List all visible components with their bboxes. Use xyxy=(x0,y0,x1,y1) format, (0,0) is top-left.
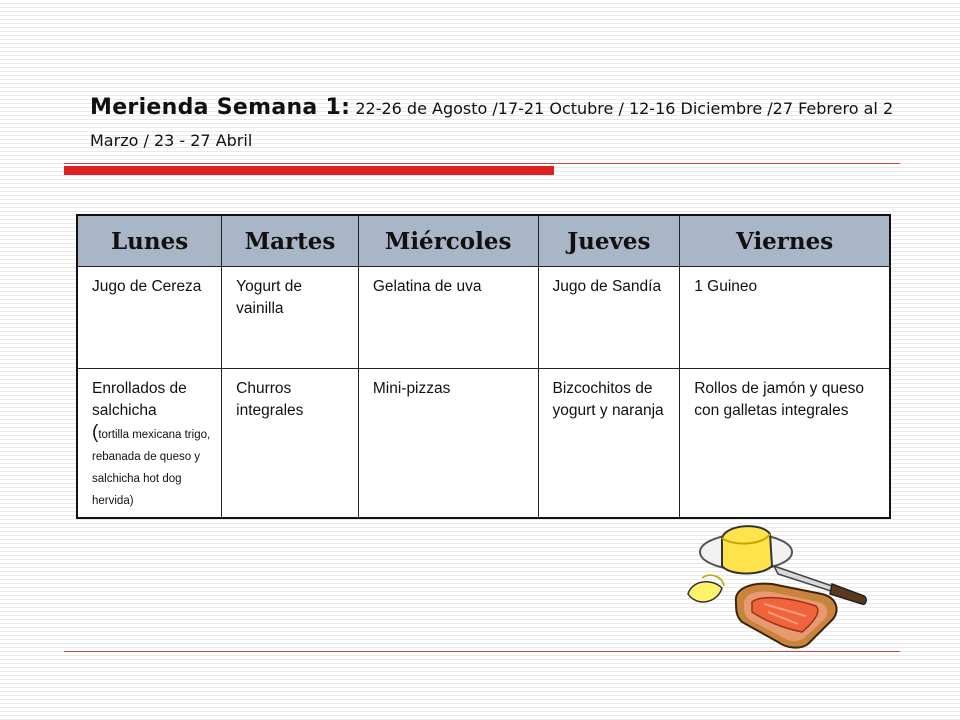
table-row xyxy=(77,267,890,369)
cell-jueves-1: Jugo de Sandía xyxy=(538,267,680,369)
cell-jueves-2: Bizcochitos de yogurt y naranja xyxy=(538,369,680,519)
header-viernes: Viernes xyxy=(680,215,890,267)
title-dates: 22-26 de Agosto /17-21 Octubre / 12-16 Diciembre /27 Febrero al 2 Marzo / 23 - 27 Abril xyxy=(90,99,894,150)
header-row xyxy=(77,215,890,267)
page-title xyxy=(90,92,910,157)
header-martes: Martes xyxy=(222,215,359,267)
snack-menu-table xyxy=(76,214,891,519)
cell-martes-1: Yogurt de vainilla xyxy=(222,267,359,369)
lunes-2-paren: ( xyxy=(92,422,99,443)
cell-lunes-1: Jugo de Cereza xyxy=(77,267,222,369)
cell-miercoles-1: Gelatina de uva xyxy=(358,267,538,369)
header-jueves: Jueves xyxy=(538,215,680,267)
bottom-divider-line xyxy=(64,651,900,652)
table-row xyxy=(77,369,890,519)
header-lunes: Lunes xyxy=(77,215,222,267)
cell-viernes-1: 1 Guineo xyxy=(680,267,890,369)
title-week: Merienda Semana 1: xyxy=(90,95,351,120)
cell-lunes-2 xyxy=(77,369,222,519)
cell-miercoles-2: Mini-pizzas xyxy=(358,369,538,519)
cell-martes-2: Churros integrales xyxy=(222,369,359,519)
bread-butter-clipart-icon xyxy=(682,516,882,652)
lunes-2-main: Enrollados de salchicha xyxy=(92,380,187,419)
lunes-2-detail: tortilla mexicana trigo, rebanada de queso y salchicha hot dog hervida) xyxy=(92,429,211,507)
top-divider-line xyxy=(64,163,900,164)
header-miercoles: Miércoles xyxy=(358,215,538,267)
cell-viernes-2: Rollos de jamón y queso con galletas integrales xyxy=(680,369,890,519)
red-accent-bar xyxy=(64,166,554,175)
